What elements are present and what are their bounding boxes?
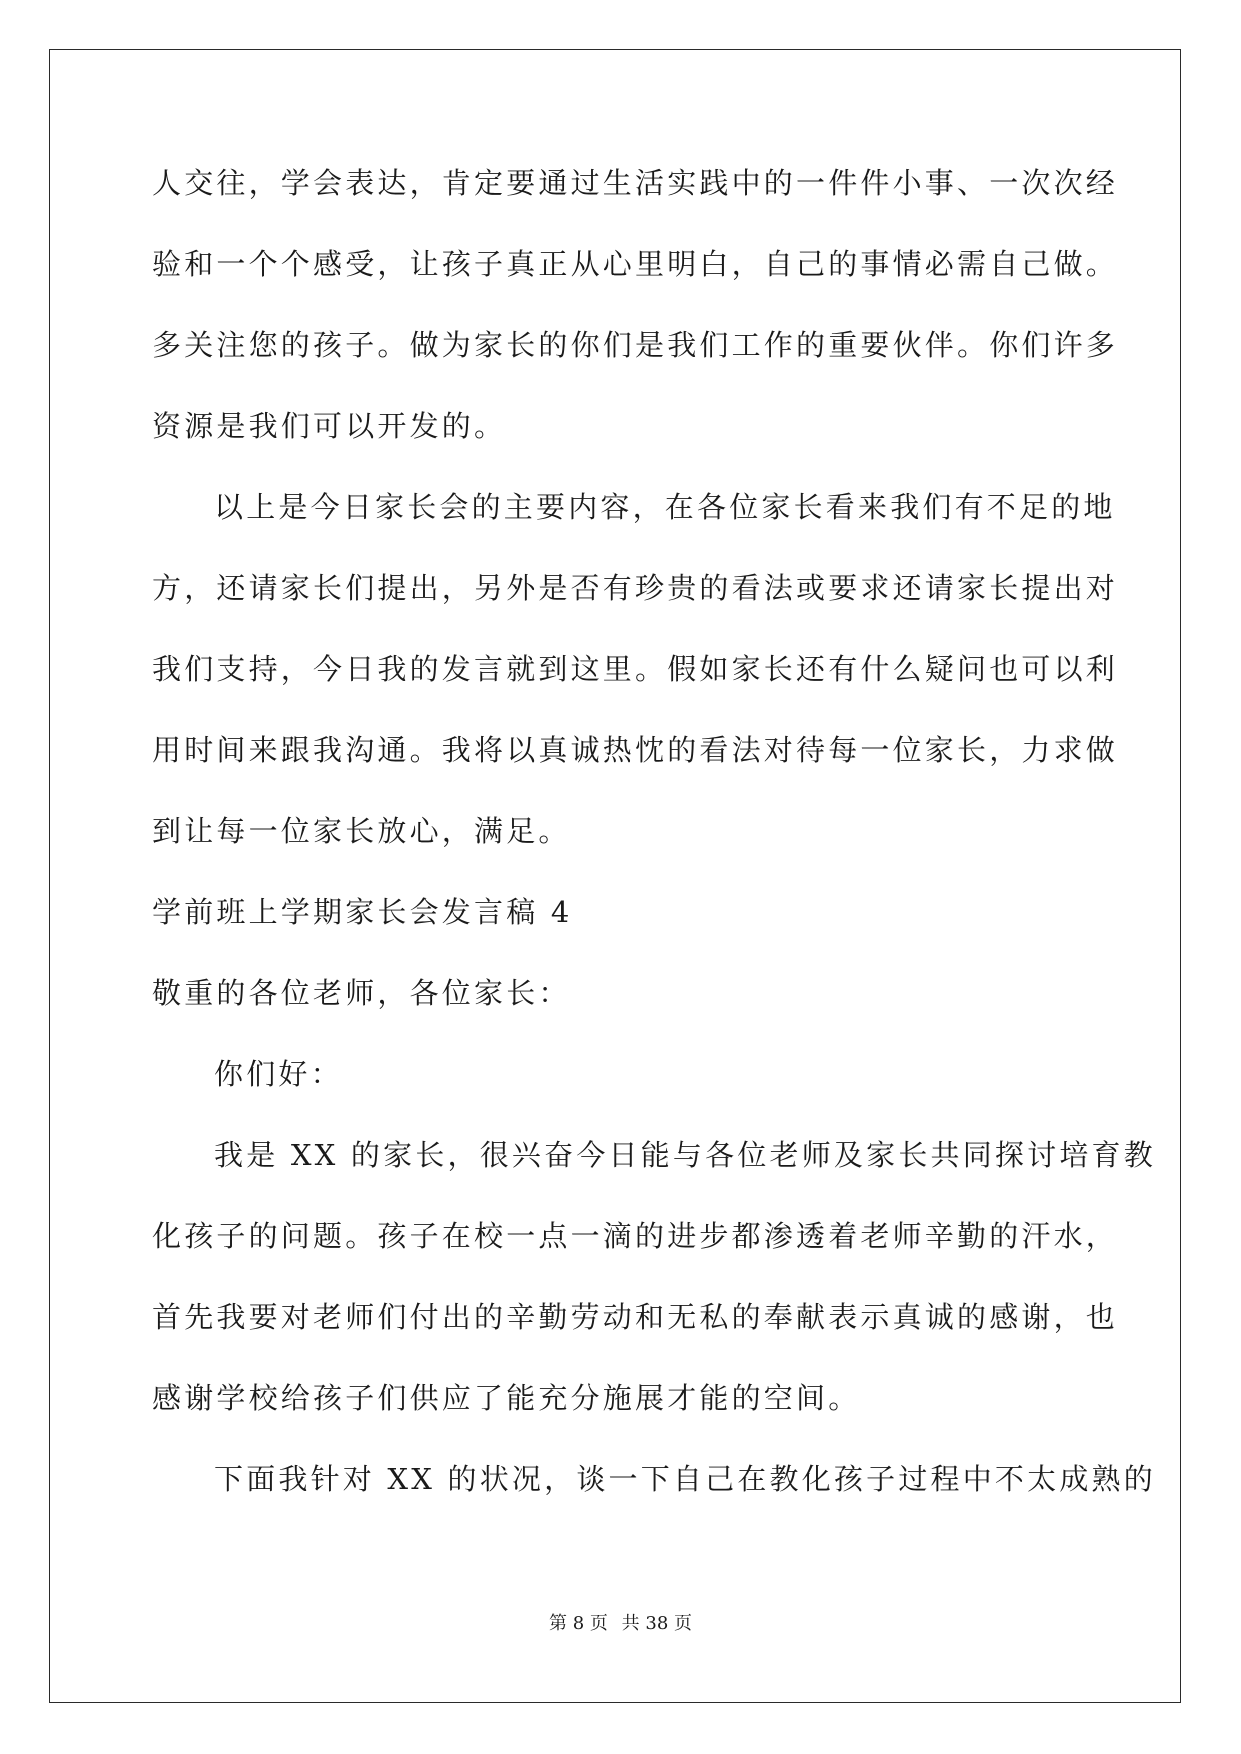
- body-line: 到让每一位家长放心，满足。: [152, 814, 571, 848]
- salutation: 敬重的各位老师，各位家长：: [152, 976, 571, 1010]
- body-line: 人交往，学会表达，肯定要通过生活实践中的一件件小事、一次次经: [152, 166, 1119, 200]
- body-line: 用时间来跟我沟通。我将以真诚热忱的看法对待每一位家长，力求做: [152, 733, 1119, 767]
- body-line: 化孩子的问题。孩子在校一点一滴的进步都渗透着老师辛勤的汗水，: [152, 1219, 1119, 1253]
- section-heading: 学前班上学期家长会发言稿 4: [152, 895, 573, 929]
- body-line: 感谢学校给孩子们供应了能充分施展才能的空间。: [152, 1381, 861, 1415]
- page-footer: [0, 1612, 1241, 1636]
- body-line: 下面我针对 XX 的状况，谈一下自己在教化孩子过程中不太成熟的: [214, 1462, 1156, 1496]
- page-total: 共 38 页: [621, 1613, 692, 1634]
- body-line: 我们支持，今日我的发言就到这里。假如家长还有什么疑问也可以利: [152, 652, 1119, 686]
- page-number: 第 8 页: [549, 1613, 608, 1634]
- body-line: 以上是今日家长会的主要内容，在各位家长看来我们有不足的地: [214, 490, 1116, 524]
- body-line: 方，还请家长们提出，另外是否有珍贵的看法或要求还请家长提出对: [152, 571, 1119, 605]
- body-line: 多关注您的孩子。做为家长的你们是我们工作的重要伙伴。你们许多: [152, 328, 1119, 362]
- body-line: 我是 XX 的家长，很兴奋今日能与各位老师及家长共同探讨培育教: [214, 1138, 1156, 1172]
- page-border: [49, 49, 1181, 1703]
- body-line: 首先我要对老师们付出的辛勤劳动和无私的奉献表示真诚的感谢，也: [152, 1300, 1119, 1334]
- body-line: 验和一个个感受，让孩子真正从心里明白，自己的事情必需自己做。: [152, 247, 1119, 281]
- body-line: 资源是我们可以开发的。: [152, 409, 507, 443]
- greeting: 你们好：: [214, 1057, 343, 1091]
